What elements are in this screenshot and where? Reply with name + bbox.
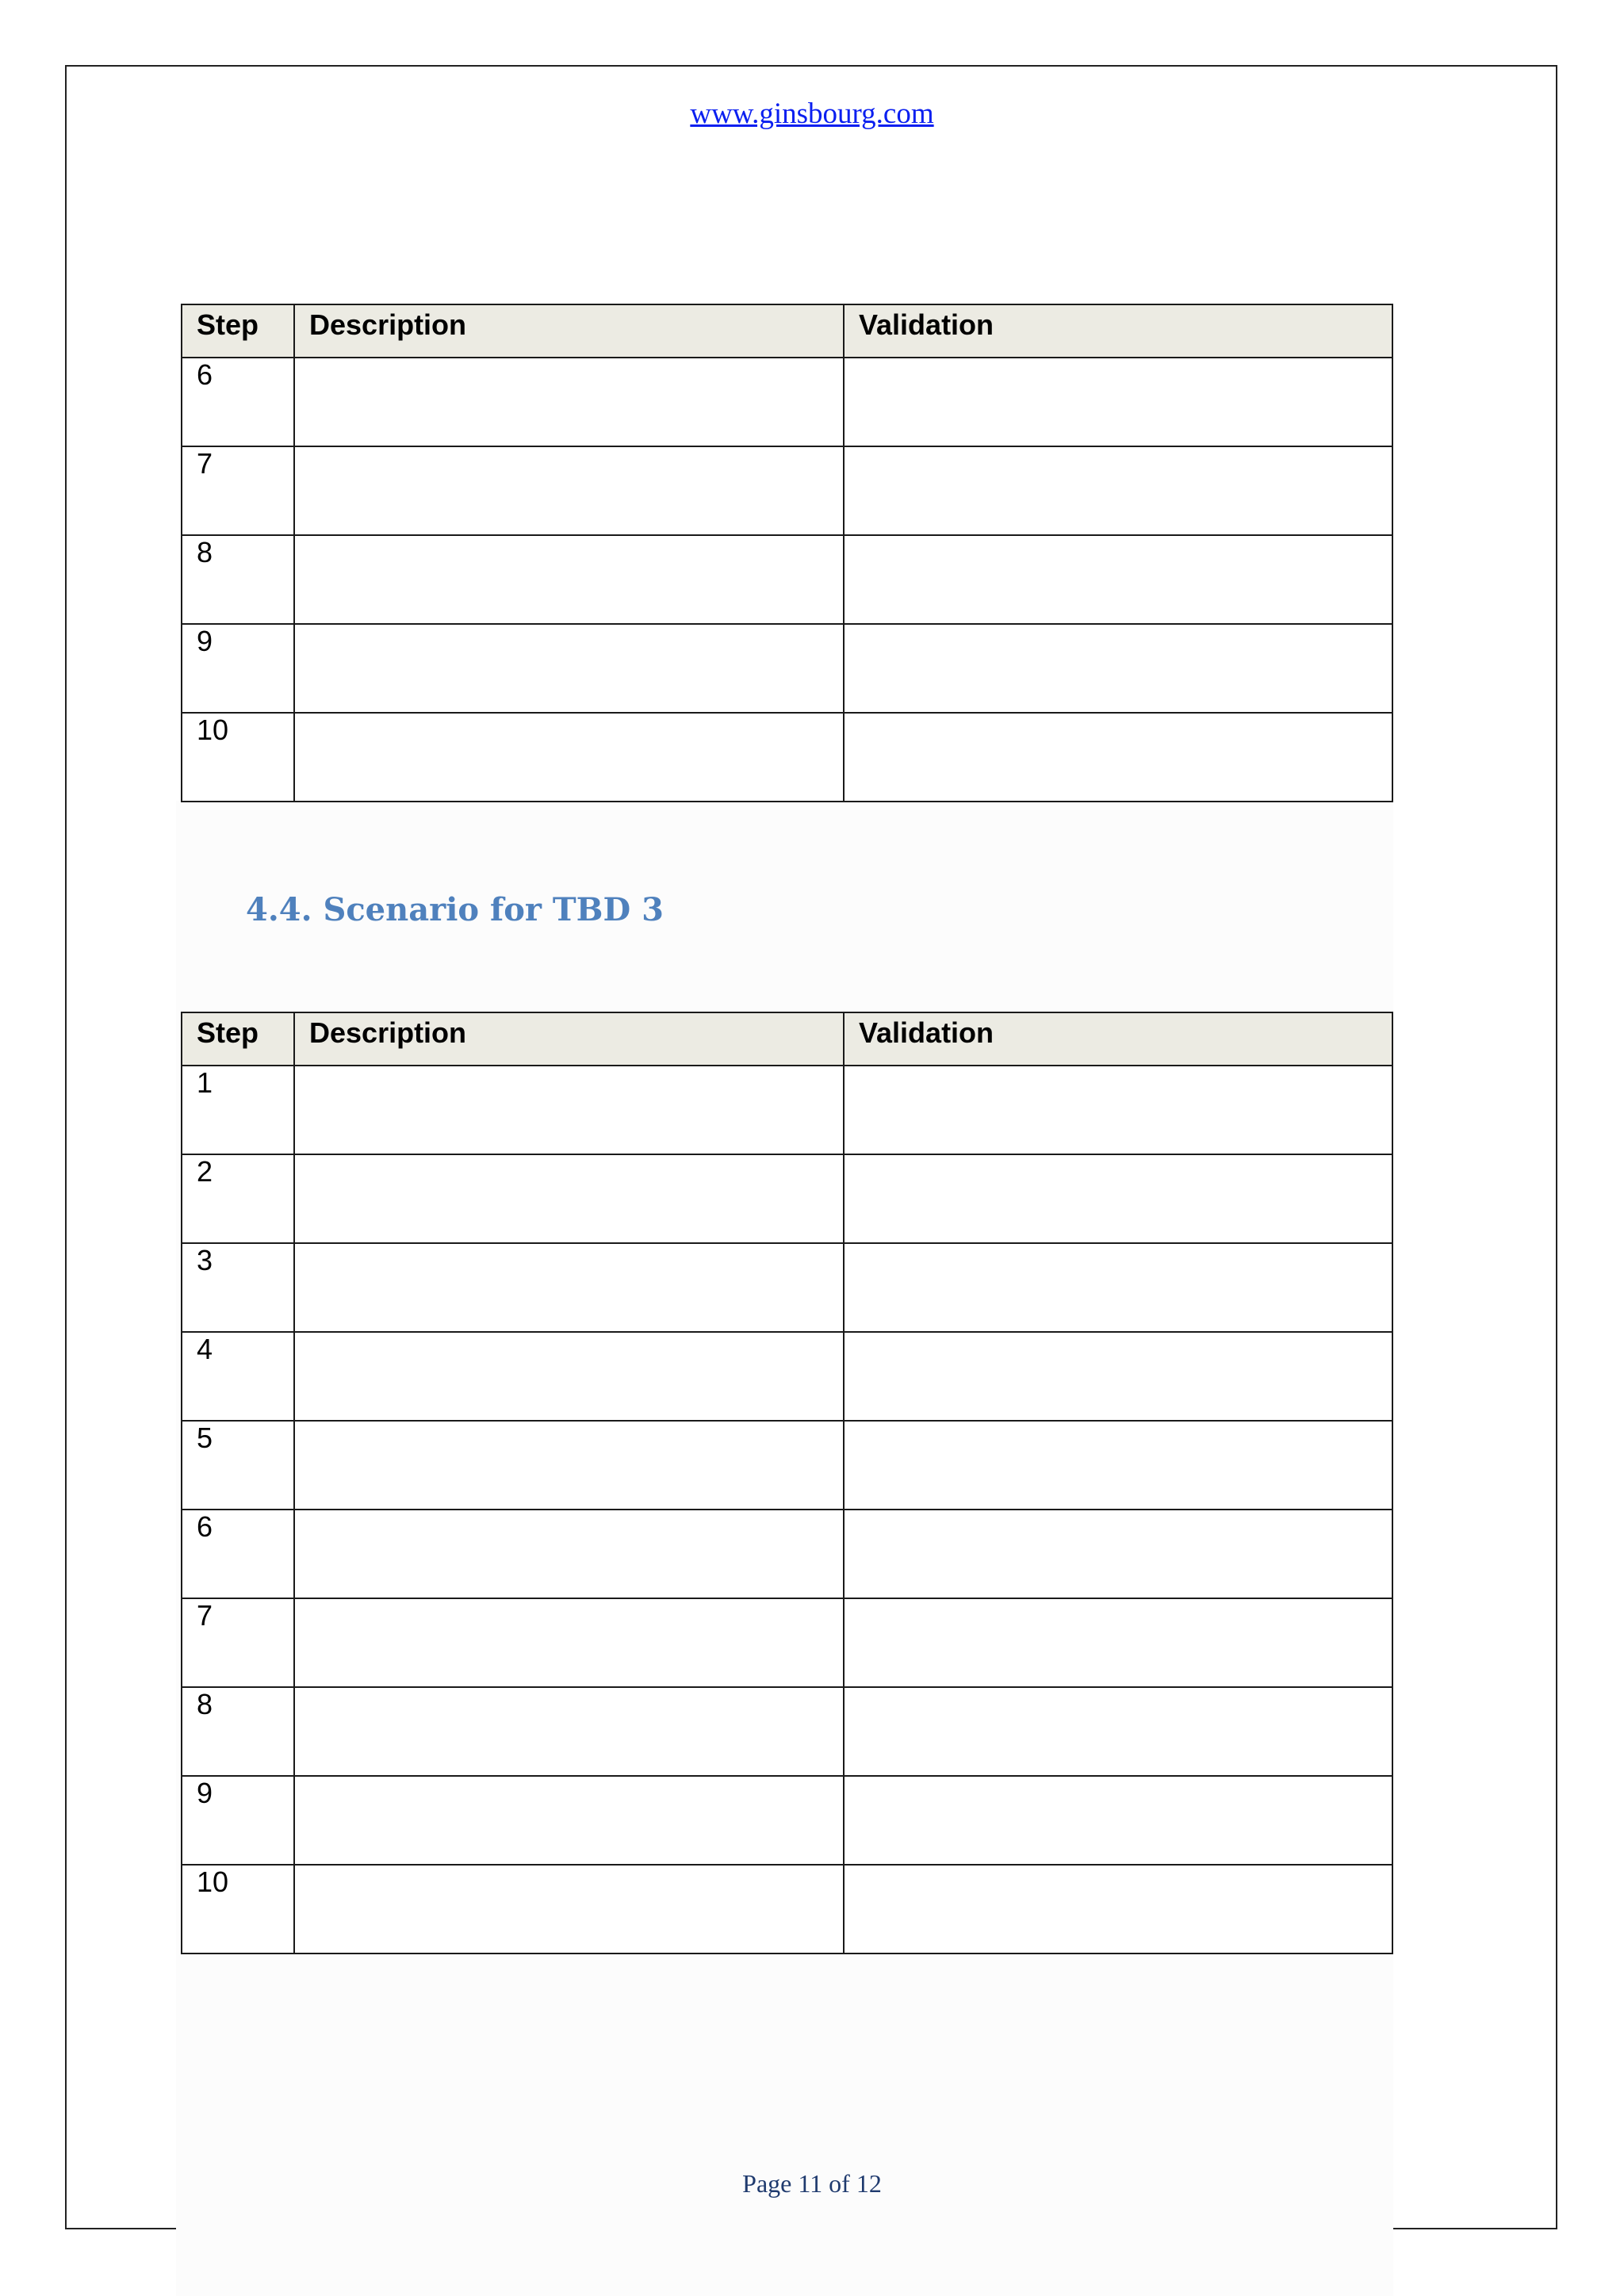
description-cell — [294, 1510, 844, 1598]
step-number-cell: 8 — [182, 1687, 294, 1776]
table-row — [182, 1154, 1392, 1243]
table-row — [182, 1332, 1392, 1421]
header-website-link[interactable]: www.ginsbourg.com — [690, 98, 934, 130]
steps-table-continued — [181, 304, 1393, 802]
steps-table-scenario-tbd-3 — [181, 1012, 1393, 1954]
description-cell — [294, 1598, 844, 1687]
validation-cell — [844, 446, 1392, 535]
validation-cell — [844, 358, 1392, 446]
validation-cell — [844, 713, 1392, 802]
section-heading: 4.4. Scenario for TBD 3 — [246, 891, 664, 928]
step-number-cell: 8 — [182, 535, 294, 624]
description-cell — [294, 358, 844, 446]
step-number-cell: 6 — [182, 1510, 294, 1598]
table-row — [182, 1598, 1392, 1687]
validation-cell — [844, 535, 1392, 624]
column-header-step: Step — [182, 1012, 294, 1066]
table-header-row — [182, 1012, 1392, 1066]
table-row — [182, 1421, 1392, 1510]
description-cell — [294, 624, 844, 713]
table-header-row — [182, 304, 1392, 358]
description-cell — [294, 1865, 844, 1954]
table-row — [182, 624, 1392, 713]
table-row — [182, 1687, 1392, 1776]
validation-cell — [844, 1421, 1392, 1510]
step-number-cell: 7 — [182, 1598, 294, 1687]
description-cell — [294, 535, 844, 624]
step-number-cell: 9 — [182, 1776, 294, 1865]
validation-cell — [844, 1687, 1392, 1776]
column-header-step: Step — [182, 304, 294, 358]
table-row — [182, 358, 1392, 446]
description-cell — [294, 1243, 844, 1332]
step-number-cell: 4 — [182, 1332, 294, 1421]
step-number-cell: 9 — [182, 624, 294, 713]
description-cell — [294, 1421, 844, 1510]
step-number-cell: 10 — [182, 713, 294, 802]
validation-cell — [844, 1154, 1392, 1243]
table-row — [182, 1243, 1392, 1332]
validation-cell — [844, 1865, 1392, 1954]
table-row — [182, 446, 1392, 535]
table-row — [182, 1865, 1392, 1954]
description-cell — [294, 1332, 844, 1421]
description-cell — [294, 446, 844, 535]
table-row — [182, 1776, 1392, 1865]
step-number-cell: 2 — [182, 1154, 294, 1243]
validation-cell — [844, 1332, 1392, 1421]
validation-cell — [844, 1598, 1392, 1687]
page-number-footer: Page 11 of 12 — [742, 2169, 882, 2198]
validation-cell — [844, 624, 1392, 713]
description-cell — [294, 713, 844, 802]
table-row — [182, 535, 1392, 624]
description-cell — [294, 1066, 844, 1154]
table-row — [182, 1510, 1392, 1598]
description-cell — [294, 1776, 844, 1865]
description-cell — [294, 1687, 844, 1776]
table-row — [182, 1066, 1392, 1154]
step-number-cell: 7 — [182, 446, 294, 535]
step-number-cell: 1 — [182, 1066, 294, 1154]
column-header-description: Description — [294, 304, 844, 358]
description-cell — [294, 1154, 844, 1243]
column-header-description: Description — [294, 1012, 844, 1066]
column-header-validation: Validation — [844, 304, 1392, 358]
validation-cell — [844, 1510, 1392, 1598]
step-number-cell: 10 — [182, 1865, 294, 1954]
validation-cell — [844, 1776, 1392, 1865]
step-number-cell: 5 — [182, 1421, 294, 1510]
validation-cell — [844, 1243, 1392, 1332]
validation-cell — [844, 1066, 1392, 1154]
step-number-cell: 6 — [182, 358, 294, 446]
table-row — [182, 713, 1392, 802]
column-header-validation: Validation — [844, 1012, 1392, 1066]
step-number-cell: 3 — [182, 1243, 294, 1332]
